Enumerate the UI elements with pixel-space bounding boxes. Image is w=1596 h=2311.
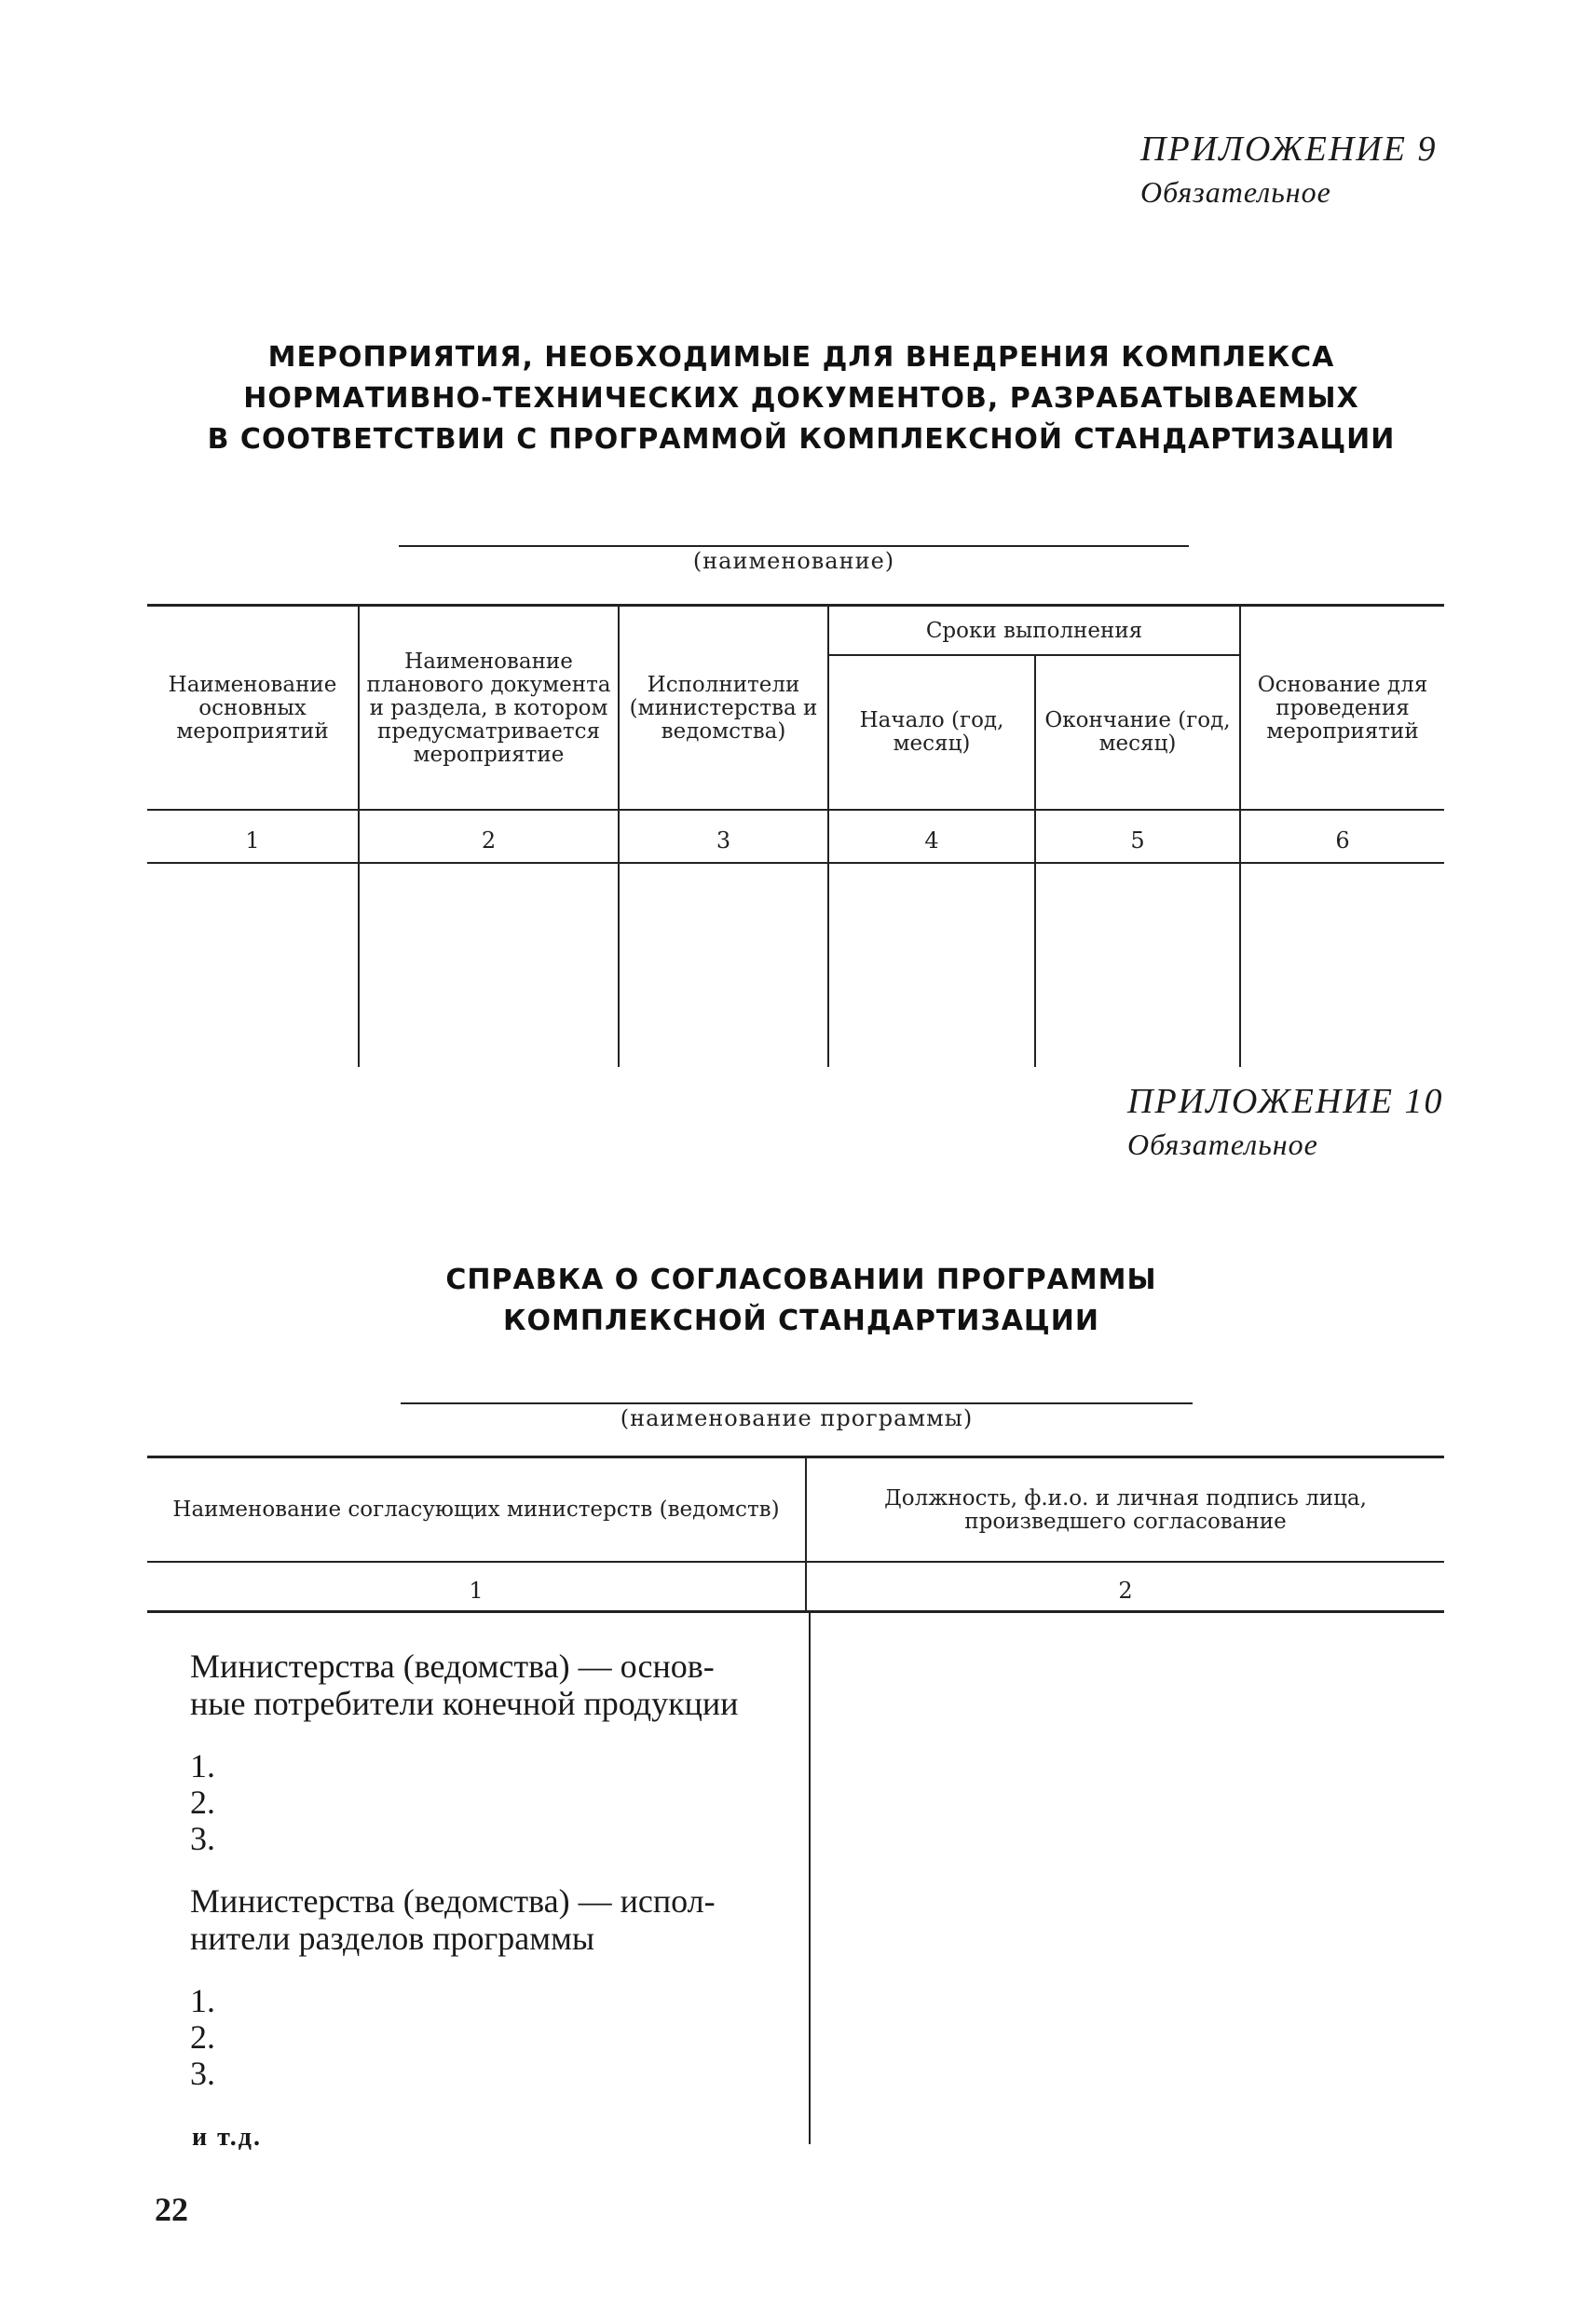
header-col-1: Наименование основных мероприятий	[168, 672, 337, 744]
header-deadlines: Сроки выполнения	[925, 618, 1143, 643]
column-number: 6	[1335, 827, 1350, 854]
list-item: 2.	[190, 2018, 215, 2056]
list-item: 3.	[190, 2055, 215, 2092]
header-col-5: Окончание (год, месяц)	[1044, 708, 1231, 756]
appendix-10-title	[149, 1260, 1453, 1342]
list-item: 3.	[190, 1820, 215, 1857]
name-caption: (наименование)	[692, 548, 895, 574]
column-number: 2	[1118, 1578, 1133, 1604]
header-col-6: Основание для проведения мероприятий	[1257, 672, 1428, 744]
list-item: 1.	[190, 1982, 215, 2019]
appendix-9-label: ПРИЛОЖЕНИЕ 9	[1140, 130, 1438, 169]
consumers-list	[190, 1748, 215, 1857]
executors-list	[190, 1983, 215, 2092]
group-line: Министерства (ведомства) — испол-	[190, 1882, 716, 1920]
name-line	[399, 545, 1189, 547]
title-line: В СООТВЕТСТВИИ С ПРОГРАММОЙ КОМПЛЕКСНОЙ СТАНДАРТИЗАЦИИ	[207, 423, 1396, 456]
appendix-9-title	[149, 337, 1453, 460]
group-line: ные потребители конечной продукции	[190, 1685, 739, 1722]
group-consumers	[190, 1648, 738, 1722]
group-line: Министерства (ведомства) — основ-	[190, 1648, 715, 1685]
header-col-3: Исполнители (министерства и ведомства)	[629, 672, 818, 744]
appendix-10-label: ПРИЛОЖЕНИЕ 10	[1127, 1082, 1444, 1121]
group-line: нители разделов программы	[190, 1920, 595, 1957]
name-line	[401, 1402, 1193, 1404]
header-col-2: Наименование планового документа и раздела, в котором предусматривается мероприятие	[366, 649, 611, 767]
header-col-4: Начало (год, месяц)	[859, 708, 1004, 756]
group-executors	[190, 1882, 716, 1957]
header-bottom-rule	[147, 1561, 1444, 1563]
column-number: 5	[1130, 827, 1145, 854]
etc-text: и т.д.	[192, 2123, 262, 2152]
title-line: НОРМАТИВНО-ТЕХНИЧЕСКИХ ДОКУМЕНТОВ, РАЗРАБАТЫВАЕМЫХ	[243, 382, 1359, 415]
column-number: 3	[716, 827, 731, 854]
column-number: 1	[469, 1578, 484, 1604]
name-caption: (наименование программы)	[620, 1405, 974, 1431]
title-line: КОМПЛЕКСНОЙ СТАНДАРТИЗАЦИИ	[503, 1305, 1099, 1337]
appendix-9-status: Обязательное	[1140, 175, 1331, 209]
col-divider	[809, 1613, 811, 2144]
list-item: 2.	[190, 1784, 215, 1821]
appendix-10-status: Обязательное	[1127, 1128, 1318, 1161]
table-top-rule	[147, 1456, 1444, 1458]
page-number: 22	[155, 2191, 188, 2228]
title-line: МЕРОПРИЯТИЯ, НЕОБХОДИМЫЕ ДЛЯ ВНЕДРЕНИЯ КОМПЛЕКСА	[267, 341, 1335, 374]
header-col-1: Наименование согласующих министерств (ведомств)	[172, 1497, 780, 1522]
numbers-bottom-rule	[147, 862, 1444, 864]
title-line: СПРАВКА О СОГЛАСОВАНИИ ПРОГРАММЫ	[445, 1264, 1157, 1296]
column-number: 1	[245, 827, 260, 854]
column-number: 4	[924, 827, 939, 854]
header-bottom-rule	[147, 809, 1444, 811]
numbers-bottom-rule	[147, 1610, 1444, 1613]
table-top-rule	[147, 604, 1444, 607]
list-item: 1.	[190, 1747, 215, 1785]
header-col-2: Должность, ф.и.о. и личная подпись лица, произведшего согласование	[884, 1485, 1367, 1534]
column-number: 2	[481, 827, 497, 854]
